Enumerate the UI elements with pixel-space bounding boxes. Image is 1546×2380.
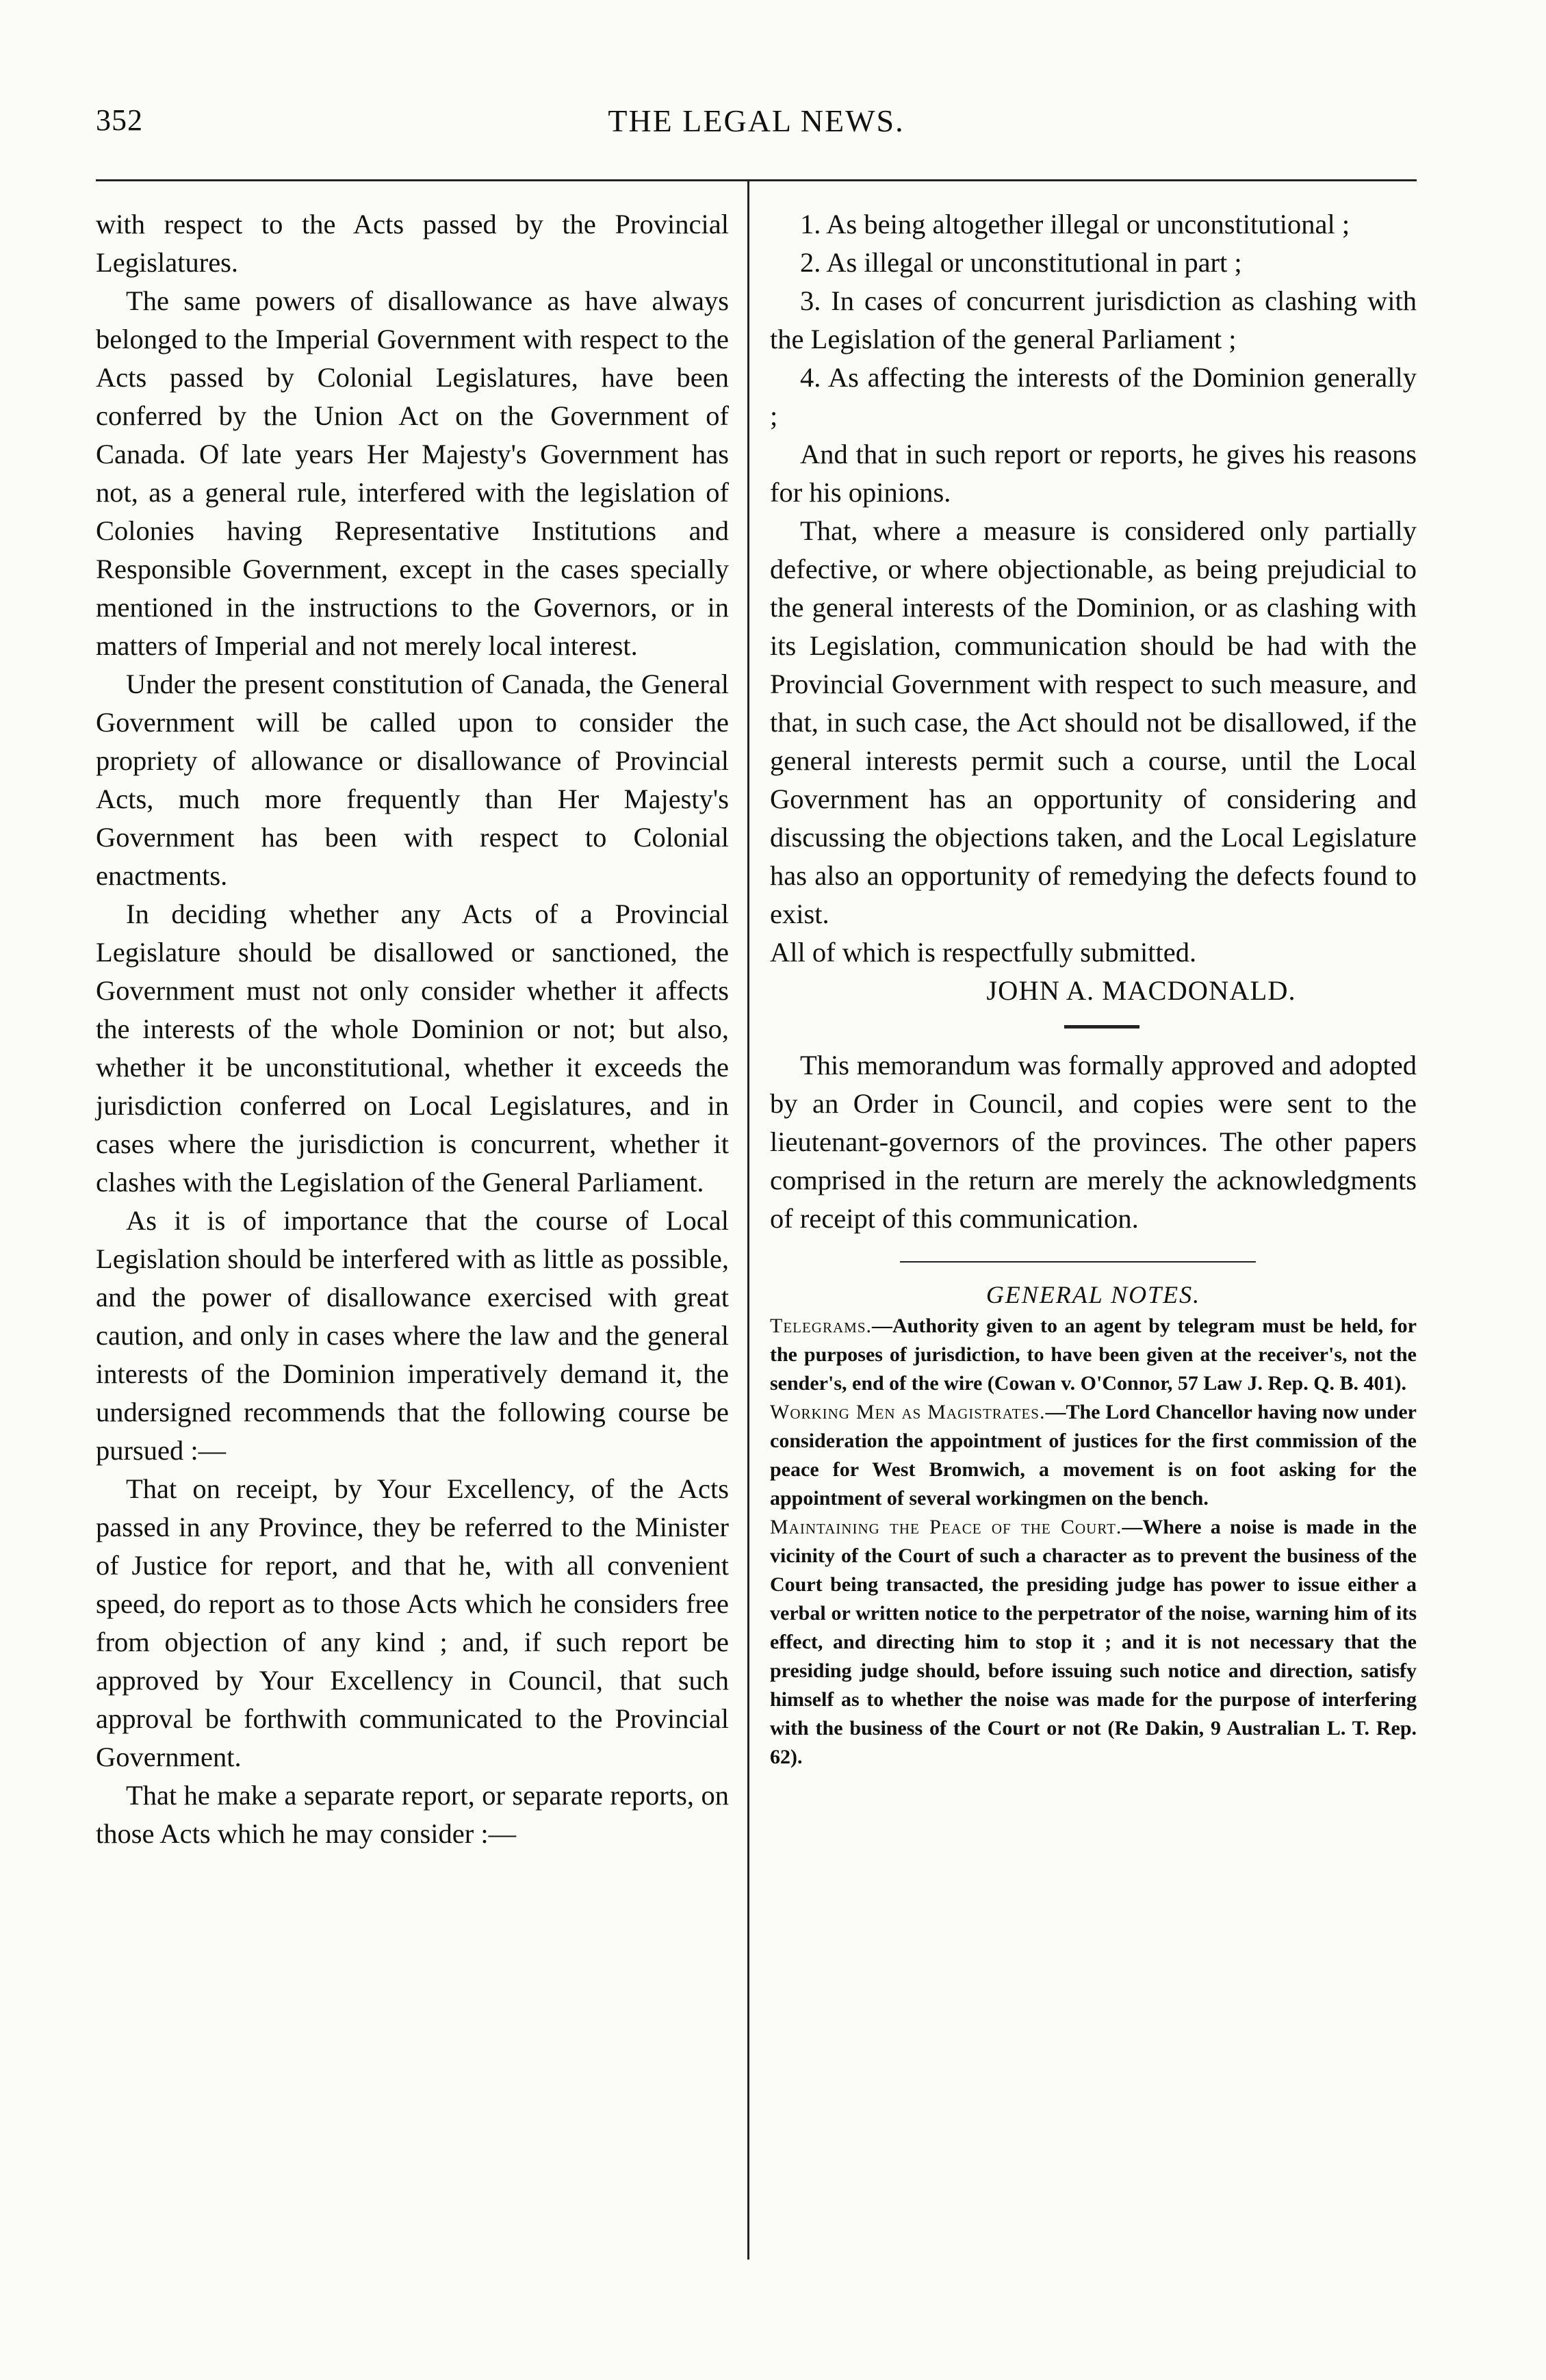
- numbered-item: 4. As affecting the interests of the Dominion generally ;: [770, 362, 1417, 431]
- left-paragraph: As it is of importance that the course of Local Legislation should be interfered with as little as possible, and the power of disallowance exercised with great caution, and only in cases where the law and the general interests of the Dominion imperatively demand it, the undersigned recommends that the following course be pursued :—: [96, 1205, 729, 1466]
- journal-title: THE LEGAL NEWS.: [608, 103, 905, 138]
- newspaper-page: [96, 89, 1417, 2320]
- page-header: [96, 103, 1417, 157]
- left-paragraph: In deciding whether any Acts of a Provincial Legislature should be disallowed or sanctioned, the Government must not only consider whether it affects the interests of the whole Dominion or not; but also, whether it be unconstitutional, whether it exceeds the jurisdiction conferred on Local Legislatures, and in cases where the jurisdiction is concurrent, whether it clashes with the Legislation of the General Parliament.: [96, 898, 729, 1198]
- section-rule: [1064, 1025, 1139, 1029]
- numbered-item: 1. As being altogether illegal or unconstitutional ;: [800, 209, 1350, 240]
- note-text: —Authority given to an agent by telegram must be held, for the purposes of jurisdiction, to have been given at the receiver's, not the sender's, end of the wire (Cowan v. O'Connor, 57 Law J. Rep. Q. B. 401).: [770, 1315, 1417, 1395]
- note-title: Telegrams.: [770, 1315, 872, 1337]
- numbered-item: 2. As illegal or unconstitutional in part ;: [800, 247, 1242, 278]
- notes-rule: [900, 1261, 1256, 1263]
- note-text: —The Lord Chancellor having now under consideration the appointment of justices for the first commission of the peace for West Bromwich, a movement is on foot asking for the appointment of several workingmen on the bench.: [770, 1401, 1417, 1510]
- note-title: Maintaining the Peace of the Court.: [770, 1516, 1122, 1538]
- note-item: [770, 1312, 1417, 1398]
- left-paragraph: Under the present constitution of Canada, the General Government will be called upon to consider the propriety of allowance or disallowance of Provincial Acts, much more frequently than Her Majesty's Government has been with respect to Colonial enactments.: [96, 669, 729, 891]
- right-paragraph: And that in such report or reports, he gives his reasons for his opinions.: [770, 439, 1417, 508]
- page-number: 352: [96, 103, 143, 137]
- afterword-paragraph: This memorandum was formally approved and adopted by an Order in Council, and copies were sent to the lieutenant-governors of the provinces. The other papers comprised in the return are merely the acknowledgments of receipt of this communication.: [770, 1050, 1417, 1234]
- note-title: Working Men as Magistrates.: [770, 1401, 1046, 1423]
- column-divider: [747, 179, 749, 2260]
- left-column: [96, 205, 729, 1853]
- note-item: [770, 1398, 1417, 1513]
- left-paragraph: The same powers of disallowance as have always belonged to the Imperial Government with respect to the Acts passed by Colonial Legislatures, have been conferred by the Union Act on the Government of Canada. Of late years Her Majesty's Government has not, as a general rule, interfered with the legislation of Colonies having Representative Institutions and Responsible Government, except in the cases specially mentioned in the instructions to the Governors, or in matters of Imperial and not merely local interest.: [96, 285, 729, 661]
- numbered-item: 3. In cases of concurrent jurisdiction as clashing with the Legislation of the general Parliament ;: [770, 285, 1417, 354]
- right-column: [770, 205, 1417, 1772]
- left-paragraph: That on receipt, by Your Excellency, of the Acts passed in any Province, they be referred to the Minister of Justice for report, and that he, with all convenient speed, do report as to those Acts which he considers free from objection of any kind ; and, if such report be approved by Your Excellency in Council, that such approval be forthwith communicated to the Provincial Government.: [96, 1473, 729, 1772]
- closing-line: All of which is respectfully submitted.: [770, 937, 1197, 968]
- note-text: —Where a noise is made in the vicinity of the Court of such a character as to prevent the business of the Court being transacted, the presiding judge has power to issue either a verbal or written notice to the perpetrator of the noise, warning him of its effect, and directing him to stop it ; and it is not necessary that the presiding judge should, before issuing such notice and direction, satisfy himself as to whether the noise was made for the purpose of interfering with the business of the Court or not (Re Dakin, 9 Australian L. T. Rep. 62).: [770, 1516, 1417, 1768]
- notes-heading: GENERAL NOTES.: [985, 1281, 1201, 1308]
- right-paragraph: That, where a measure is considered only partially defective, or where objectionable, as being prejudicial to the general interests of the Dominion, or as clashing with its Legislation, communication should be had with the Provincial Government with respect to such measure, and that, in such case, the Act should not be disallowed, if the general interests permit such a course, until the Local Government has an opportunity of considering and discussing the objections taken, and the Local Legislature has also an opportunity of remedying the defects found to exist.: [770, 515, 1417, 929]
- note-item: [770, 1513, 1417, 1772]
- header-rule: [96, 179, 1417, 181]
- left-paragraph: with respect to the Acts passed by the Provincial Legislatures.: [96, 209, 729, 278]
- signature: JOHN A. MACDONALD.: [986, 975, 1296, 1006]
- left-paragraph: That he make a separate report, or separate reports, on those Acts which he may consider :—: [96, 1780, 729, 1849]
